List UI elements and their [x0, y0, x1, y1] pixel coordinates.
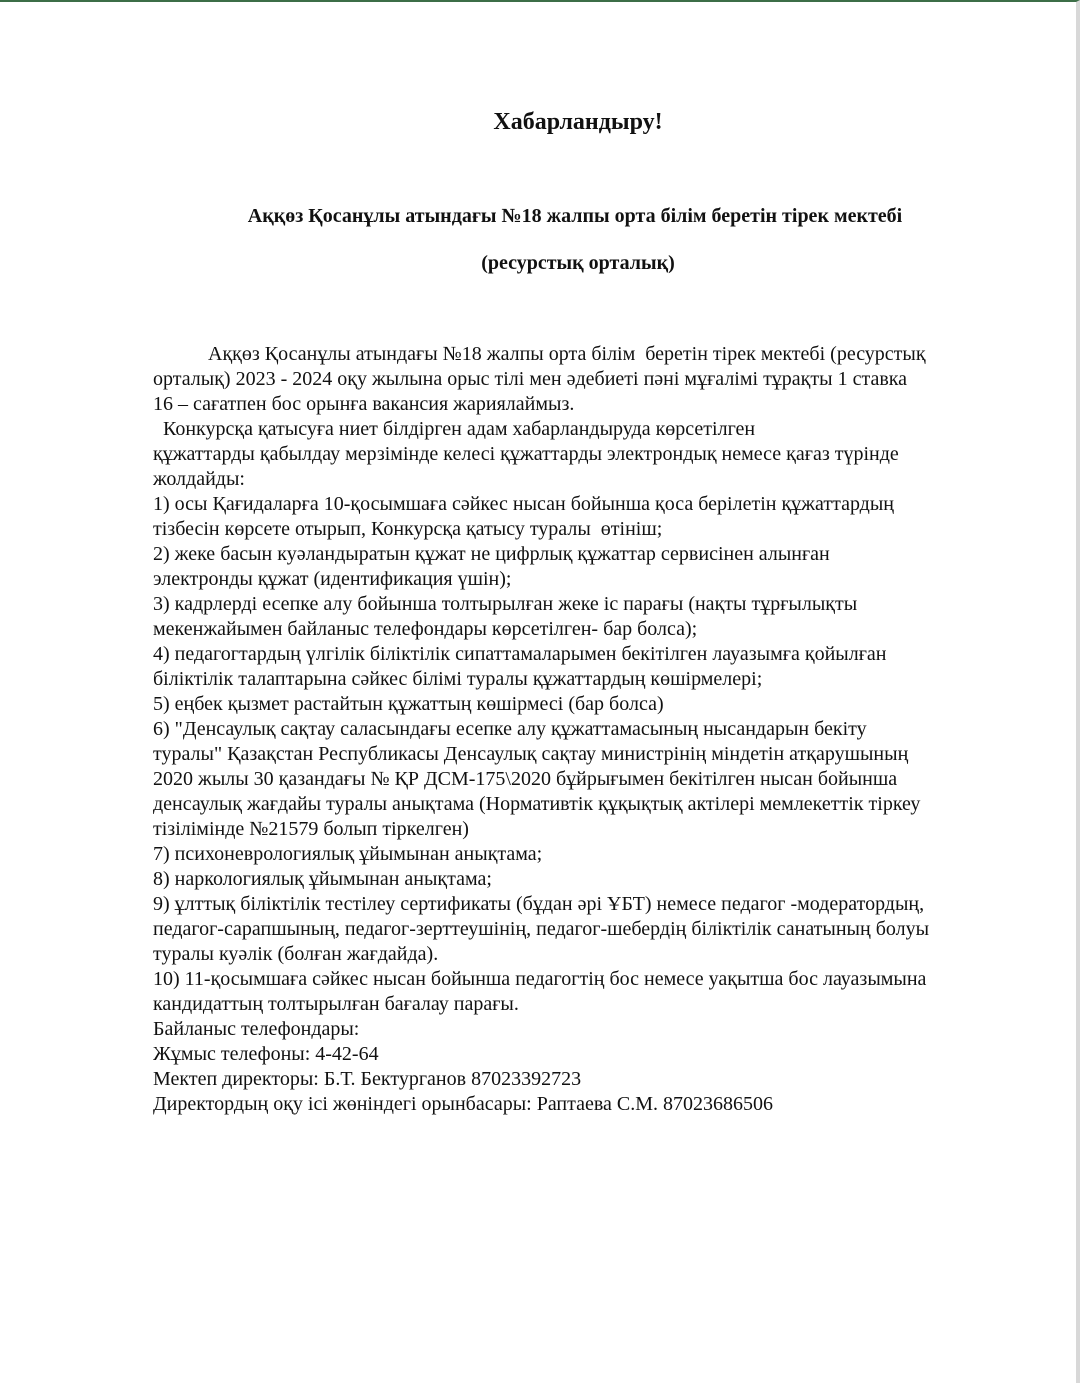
requirement-item: туралы" Қазақстан Республикасы Денсаулық сақтау министрінің міндетін атқарушының [153, 743, 909, 765]
requirement-item: 9) ұлттық біліктілік тестілеу сертификаты (бұдан әрі ҰБТ) немесе педагог -модератордың, [153, 893, 925, 915]
announcement-body [153, 342, 1013, 1117]
requirement-item: 8) наркологиялық ұйымынан анықтама; [153, 868, 492, 890]
requirement-item: 4) педагогтардың үлгілік біліктілік сипаттамаларымен бекітілген лауазымға қойылған [153, 643, 887, 665]
body-line: жолдайды: [153, 468, 245, 490]
requirement-item: біліктілік талаптарына сәйкес білімі туралы құжаттардың көшірмелері; [153, 668, 763, 690]
requirement-item: 6) "Денсаулық сақтау саласындағы есепке алу құжаттамасының нысандарын бекіту [153, 718, 867, 740]
contacts-heading: Байланыс телефондары: [153, 1018, 360, 1040]
director-contact: Мектеп директоры: Б.Т. Бектурганов 87023392723 [153, 1068, 582, 1090]
requirement-item: тізбесін көрсете отырып, Конкурсқа қатысу туралы өтініш; [153, 518, 663, 540]
requirement-item: 1) осы Қағидаларға 10-қосымшаға сәйкес нысан бойынша қоса берілетін құжаттардың [153, 493, 894, 515]
requirement-item: мекенжайымен байланыс телефондары көрсетілген- бар болса); [153, 618, 698, 640]
requirement-item: 2020 жылы 30 қазандағы № ҚР ДСМ-175\2020 бұйрығымен бекітілген нысан бойынша [153, 768, 898, 790]
requirement-item: электронды құжат (идентификация үшін); [153, 568, 512, 590]
requirement-item: тізілімінде №21579 болып тіркелген) [153, 818, 469, 840]
body-line: құжаттарды қабылдау мерзімінде келесі құжаттарды электрондық немесе қағаз түрінде [153, 443, 899, 465]
announcement-title: Хабарландыру! [493, 109, 663, 135]
requirement-item: кандидаттың толтырылған бағалау парағы. [153, 993, 519, 1015]
requirement-item: 3) кадрлерді есепке алу бойынша толтырылған жеке іс парағы (нақты тұрғылықты [153, 593, 858, 615]
requirement-item: педагог-сарапшының, педагог-зерттеушінің, педагог-шебердің біліктілік санатының болуы [153, 918, 930, 940]
work-phone: Жұмыс телефоны: 4-42-64 [153, 1043, 379, 1065]
body-line: Аққөз Қосанұлы атындағы №18 жалпы орта білім беретін тірек мектебі (ресурстық [153, 343, 926, 365]
requirement-item: 7) психоневрологиялық ұйымынан анықтама; [153, 843, 543, 865]
requirement-item: 2) жеке басын куәландыратын құжат не цифрлық құжаттар сервисінен алынған [153, 543, 830, 565]
school-name-suffix: (ресурстық орталық) [481, 252, 675, 274]
body-line: орталық) 2023 - 2024 оқу жылына орыс тілі мен әдебиеті пәні мұғалімі тұрақты 1 ставка [153, 368, 908, 390]
requirement-item: 5) еңбек қызмет растайтын құжаттың көшірмесі (бар болса) [153, 693, 664, 715]
deputy-director-contact: Директордың оқу ісі жөніндегі орынбасары: Раптаева С.М. 87023686506 [153, 1093, 774, 1115]
school-name: Аққөз Қосанұлы атындағы №18 жалпы орта білім беретін тірек мектебі [247, 205, 903, 227]
body-line: 16 – сағатпен бос орынға вакансия жариялаймыз. [153, 393, 575, 415]
requirement-item: 10) 11-қосымшаға сәйкес нысан бойынша педагогтің бос немесе уақытша бос лауазымына [153, 968, 927, 990]
requirement-item: туралы куәлік (болған жағдайда). [153, 943, 439, 965]
requirement-item: денсаулық жағдайы туралы анықтама (Нормативтік құқықтық актілері мемлекеттік тіркеу [153, 793, 921, 815]
body-line: Конкурсқа қатысуға ниет білдірген адам хабарландыруда көрсетілген [153, 418, 756, 440]
